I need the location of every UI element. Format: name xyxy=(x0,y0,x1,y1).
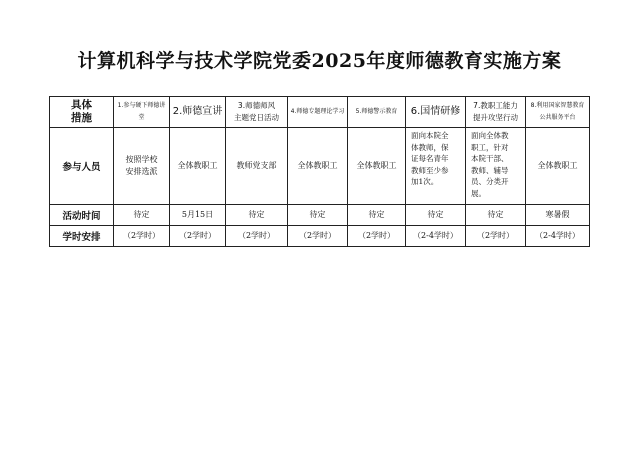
col-header-1: 1.参与硬下师德讲堂 xyxy=(114,97,170,128)
col-header-7: 7.教职工能力 提升攻坚行动 xyxy=(466,97,526,128)
table-cell: 全体教职工 xyxy=(170,128,226,205)
table-cell: 全体教职工 xyxy=(526,128,590,205)
plan-table xyxy=(49,96,590,247)
table-cell: （2学时） xyxy=(288,226,348,247)
corner-header: 具体 措施 xyxy=(50,97,114,128)
table-cell: （2学时） xyxy=(466,226,526,247)
table-cell: （2-4学时） xyxy=(406,226,466,247)
time-row xyxy=(50,205,590,226)
table-cell: （2学时） xyxy=(170,226,226,247)
col-header-6: 6.国情研修 xyxy=(406,97,466,128)
participants-row xyxy=(50,128,590,205)
page-title: 计算机科学与技术学院党委2025年度师德教育实施方案 xyxy=(77,50,562,72)
table-cell: 面向本院全 体教师，保 证每名青年 教师至少参 加1次。 xyxy=(406,128,466,205)
col-header-3: 3.师德师风 主题党日活动 xyxy=(226,97,288,128)
table-cell: （2学时） xyxy=(114,226,170,247)
col-header-4: 4.师德专题理论学习 xyxy=(288,97,348,128)
table-cell: 待定 xyxy=(406,205,466,226)
table-cell: 全体教职工 xyxy=(288,128,348,205)
table-cell: 5月15日 xyxy=(170,205,226,226)
table-cell: 全体教职工 xyxy=(348,128,406,205)
row-label-time: 活动时间 xyxy=(50,205,114,226)
table-cell: 待定 xyxy=(114,205,170,226)
col-header-8: 8.利用国家智慧教育 公共服务平台 xyxy=(526,97,590,128)
table-cell: 面向全体教 职工，针对 本院干部、 教师、辅导 员、分类开 展。 xyxy=(466,128,526,205)
table-cell: 待定 xyxy=(288,205,348,226)
col-header-5: 5.师德警示教育 xyxy=(348,97,406,128)
row-label-participants: 参与人员 xyxy=(50,128,114,205)
table-cell: （2-4学时） xyxy=(526,226,590,247)
table-cell: 待定 xyxy=(226,205,288,226)
hours-row xyxy=(50,226,590,247)
table-cell: 待定 xyxy=(348,205,406,226)
col-header-2: 2.师德宣讲 xyxy=(170,97,226,128)
header-row xyxy=(50,97,590,128)
table-cell: 教师党支部 xyxy=(226,128,288,205)
table-cell: （2学时） xyxy=(226,226,288,247)
table-cell: 待定 xyxy=(466,205,526,226)
row-label-hours: 学时安排 xyxy=(50,226,114,247)
table-cell: （2学时） xyxy=(348,226,406,247)
table-cell: 按照学校 安排选派 xyxy=(114,128,170,205)
table-cell: 寒暑假 xyxy=(526,205,590,226)
